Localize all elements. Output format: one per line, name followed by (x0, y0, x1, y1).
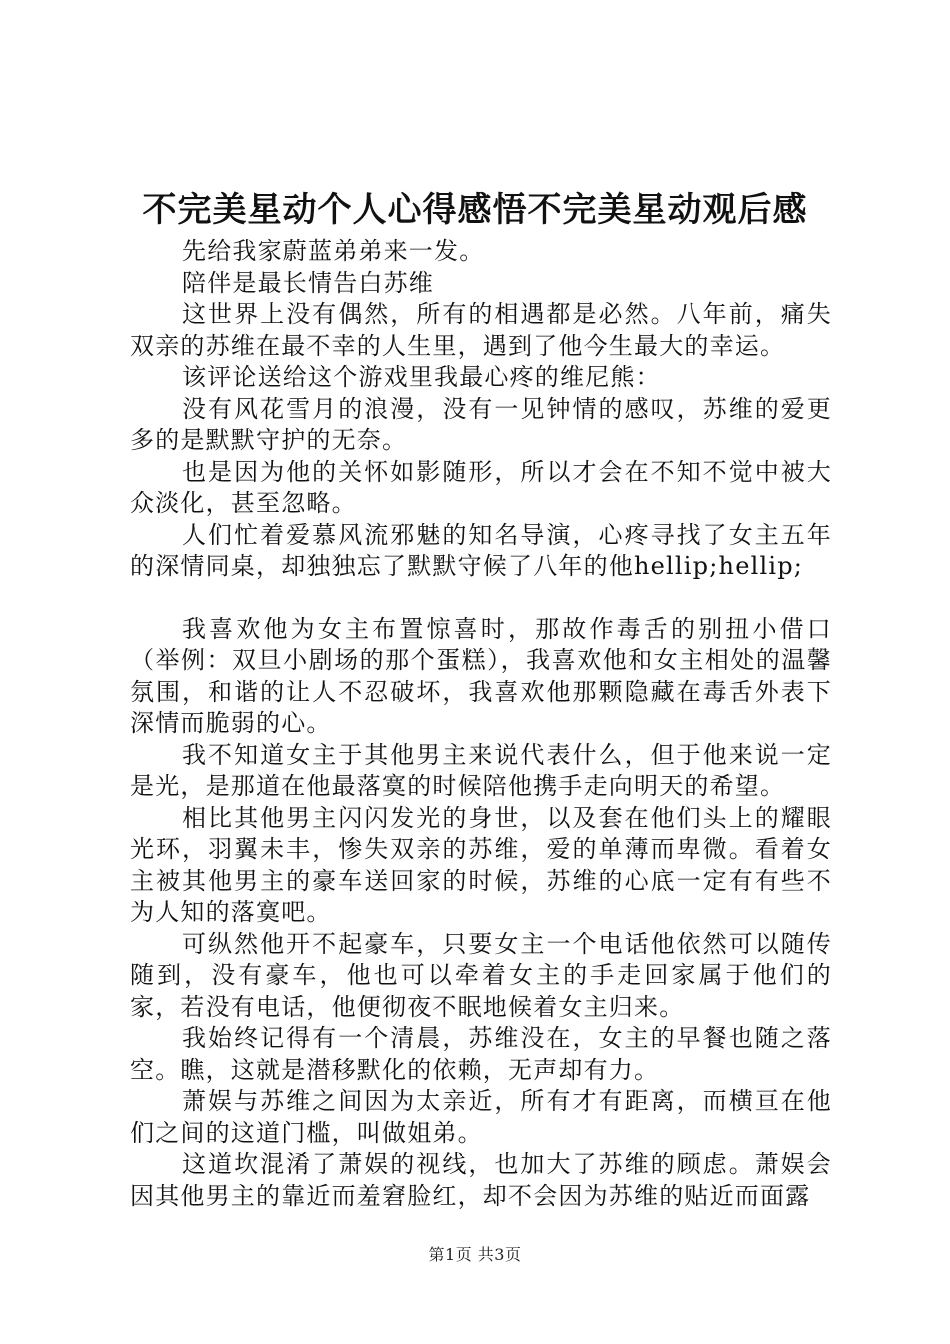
paragraph: 可纵然他开不起豪车，只要女主一个电话他依然可以随传随到，没有豪车，他也可以牵着女主的手走回家属于他们的家，若没有电话，他便彻夜不眠地候着女主归来。 (130, 929, 832, 1021)
paragraph: 这道坎混淆了萧娱的视线，也加大了苏维的顾虑。萧娱会因其他男主的靠近而羞窘脸红，却不会因为苏维的贴近而面露 (130, 1150, 832, 1210)
document-body (130, 236, 832, 1212)
paragraph: 我不知道女主于其他男主来说代表什么，但于他来说一定是光，是那道在他最落寞的时候陪他携手走向明天的希望。 (130, 740, 832, 800)
paragraph: 该评论送给这个游戏里我最心疼的维尼熊： (182, 363, 661, 391)
paragraph: 我始终记得有一个清晨，苏维没在，女主的早餐也随之落空。瞧，这就是潜移默化的依赖，无声却有力。 (130, 1024, 832, 1084)
page-footer: 第1页 共3页 (428, 1245, 522, 1264)
paragraph: 这世界上没有偶然，所有的相遇都是必然。八年前，痛失双亲的苏维在最不幸的人生里，遇到了他今生最大的幸运。 (130, 300, 832, 360)
paragraph: 我喜欢他为女主布置惊喜时，那故作毒舌的别扭小借口（举例：双旦小剧场的那个蛋糕），我喜欢他和女主相处的温馨氛围，和谐的让人不忍破坏，我喜欢他那颗隐藏在毒舌外表下深情而脆弱的心。 (130, 614, 832, 737)
paragraph: 相比其他男主闪闪发光的身世，以及套在他们头上的耀眼光环，羽翼未丰，惨失双亲的苏维，爱的单薄而卑微。看着女主被其他男主的豪车送回家的时候，苏维的心底一定有有些不为人知的落寞吧。 (130, 803, 832, 926)
paragraph: 先给我家蔚蓝弟弟来一发。 (182, 237, 485, 265)
paragraph: 陪伴是最长情告白苏维 (182, 268, 434, 297)
document-title: 不完美星动个人心得感悟不完美星动观后感 (142, 190, 808, 230)
paragraph: 没有风花雪月的浪漫，没有一见钟情的感叹，苏维的爱更多的是默默守护的无奈。 (130, 394, 832, 454)
paragraph: 也是因为他的关怀如影随形，所以才会在不知不觉中被大众淡化，甚至忽略。 (130, 457, 832, 517)
paragraph: 萧娱与苏维之间因为太亲近，所有才有距离，而横亘在他们之间的这道门槛，叫做姐弟。 (130, 1087, 832, 1147)
paragraph: 人们忙着爱慕风流邪魅的知名导演，心疼寻找了女主五年的深情同桌，却独独忘了默默守候了八年的他hellip;hellip; (130, 520, 832, 580)
